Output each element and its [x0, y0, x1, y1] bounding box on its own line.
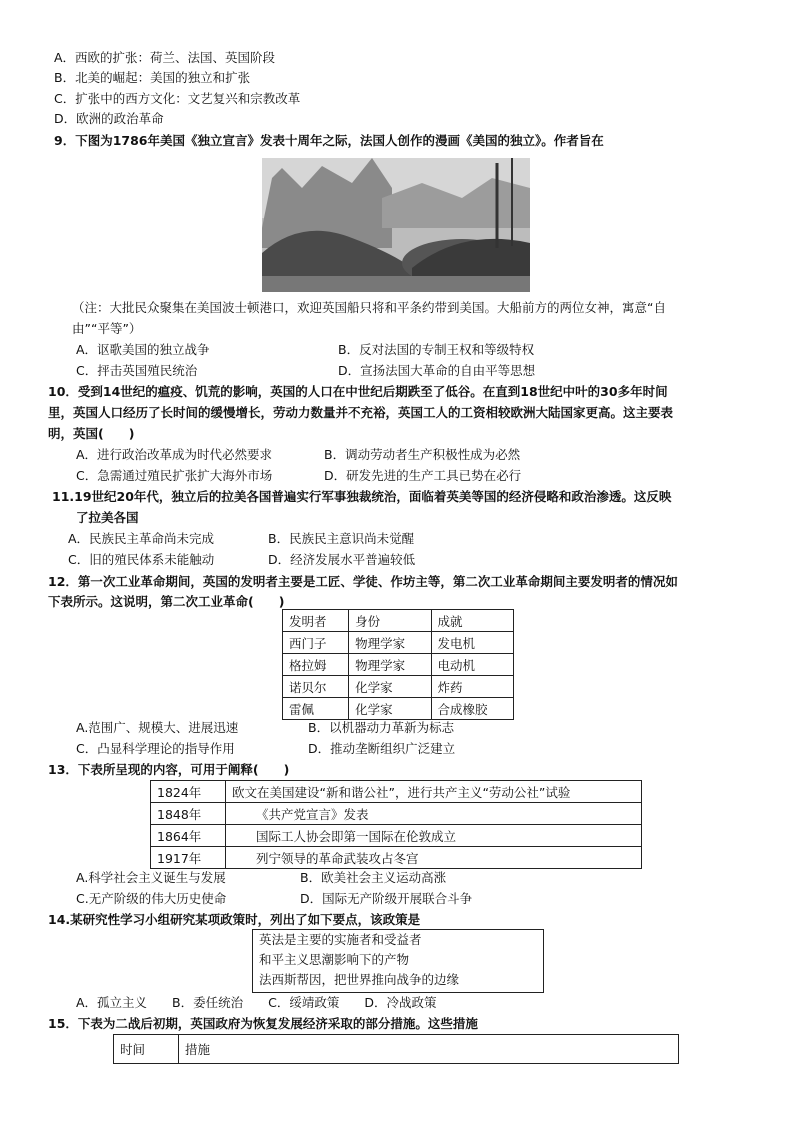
q13-option-b: B．欧美社会主义运动高涨 [300, 870, 447, 885]
q9-stem: 9．下图为1786年美国《独立宣言》发表十周年之际，法国人创作的漫画《美国的独立》。作者旨在 [54, 133, 604, 148]
q13-option-d: D．国际无产阶级开展联合斗争 [300, 891, 473, 906]
table-cell: 雷佩 [283, 698, 349, 720]
table-cell: 炸药 [431, 676, 513, 698]
q11-option-a: A．民族民主革命尚未完成 [68, 531, 215, 546]
q15-stem: 15．下表为二战后初期，英国政府为恢复发展经济采取的部分措施。这些措施 [48, 1016, 478, 1031]
table-cell: 1864年 [151, 825, 226, 847]
q8-option-a: A．西欧的扩张：荷兰、法国、英国阶段 [54, 50, 276, 65]
q14-point: 英法是主要的实施者和受益者 [259, 932, 422, 947]
q14-options: A．孤立主义 B．委任统治 C．绥靖政策 D．冷战政策 [76, 995, 437, 1010]
q9-option-a: A．讴歌美国的独立战争 [76, 342, 210, 357]
table-cell: 诺贝尔 [283, 676, 349, 698]
q11-option-d: D．经济发展水平普遍较低 [268, 552, 416, 567]
table-cell: 列宁领导的革命武装攻占冬宫 [226, 847, 642, 869]
table-cell: 发电机 [431, 632, 513, 654]
q11-line1: 11.19世纪20年代，独立后的拉美各国普遍实行军事独裁统治，面临着英美等国的经济侵略和政治渗透。这反映 [52, 489, 672, 504]
table-row [151, 847, 642, 869]
q12-line1: 12．第一次工业革命期间，英国的发明者主要是工匠、学徒、作坊主等，第二次工业革命期间主要发明者的情况如 [48, 574, 678, 589]
q12-line2: 下表所示。这说明，第二次工业革命( ) [48, 594, 285, 609]
q12-option-a: A.范围广、规模大、进展迅速 [76, 720, 239, 735]
table-header-time: 时间 [114, 1035, 179, 1064]
q13-option-c: C.无产阶级的伟大历史使命 [76, 891, 227, 906]
table-cell: 身份 [349, 610, 431, 632]
table-cell: 物理学家 [349, 632, 431, 654]
table-row [283, 676, 514, 698]
table-cell: 化学家 [349, 676, 431, 698]
inventor-table [282, 609, 514, 720]
q12-option-c: C．凸显科学理论的指导作用 [76, 741, 235, 756]
table-row [151, 803, 642, 825]
table-cell: 合成橡胶 [431, 698, 513, 720]
q10-line2: 里，英国人口经历了长时间的缓慢增长，劳动力数量并不充裕，英国工人的工资相较欧洲大陆国家更高。这主要表 [48, 405, 674, 420]
q9-note-line1: （注：大批民众聚集在美国波士顿港口，欢迎英国船只将和平条约带到美国。大船前方的两位女神，寓意“自 [72, 300, 666, 315]
table-row [283, 654, 514, 676]
table-row [114, 1035, 679, 1064]
table-cell: 发明者 [283, 610, 349, 632]
q9-note-line2: 由”“平等”） [72, 321, 142, 336]
q8-option-b: B．北美的崛起：美国的独立和扩张 [54, 70, 251, 85]
q11-line2: 了拉美各国 [76, 510, 139, 525]
table-cell: 物理学家 [349, 654, 431, 676]
table-cell: 格拉姆 [283, 654, 349, 676]
table-cell: 国际工人协会即第一国际在伦敦成立 [226, 825, 642, 847]
q11-option-c: C．旧的殖民体系未能触动 [68, 552, 215, 567]
q12-option-b: B．以机器动力革新为标志 [308, 720, 455, 735]
q14-points-box [252, 929, 544, 993]
q10-option-a: A．进行政治改革成为时代必然要求 [76, 447, 273, 462]
table-cell: 成就 [431, 610, 513, 632]
table-cell: 《共产党宣言》发表 [226, 803, 642, 825]
q13-stem: 13．下表所呈现的内容，可用于阐释( ) [48, 762, 290, 777]
table-row [283, 632, 514, 654]
q8-option-c: C．扩张中的西方文化：文艺复兴和宗教改革 [54, 91, 301, 106]
table-row [283, 610, 514, 632]
table-row [151, 781, 642, 803]
table-cell: 1848年 [151, 803, 226, 825]
q14-stem: 14.某研究性学习小组研究某项政策时，列出了如下要点，该政策是 [48, 912, 421, 927]
q8-option-d: D．欧洲的政治革命 [54, 111, 164, 126]
table-row [151, 825, 642, 847]
table-cell: 西门子 [283, 632, 349, 654]
table-cell: 1824年 [151, 781, 226, 803]
q9-option-d: D．宣扬法国大革命的自由平等思想 [338, 363, 536, 378]
q10-line1: 10．受到14世纪的瘟疫、饥荒的影响，英国的人口在中世纪后期跌至了低谷。在直到18世纪中叶的30多年时间 [48, 384, 668, 399]
events-table [150, 780, 642, 869]
q14-point: 和平主义思潮影响下的产物 [259, 952, 410, 967]
cartoon-image [262, 158, 530, 292]
q14-point: 法西斯帮因，把世界推向战争的边缘 [259, 972, 460, 987]
q12-option-d: D．推动垄断组织广泛建立 [308, 741, 456, 756]
q11-option-b: B．民族民主意识尚未觉醒 [268, 531, 415, 546]
table-cell: 1917年 [151, 847, 226, 869]
q13-option-a: A.科学社会主义诞生与发展 [76, 870, 226, 885]
q10-option-c: C．急需通过殖民扩张扩大海外市场 [76, 468, 273, 483]
q9-option-b: B．反对法国的专制王权和等级特权 [338, 342, 535, 357]
table-cell: 欧文在美国建设“新和谐公社”，进行共产主义“劳动公社”试验 [226, 781, 642, 803]
q9-option-c: C．抨击英国殖民统治 [76, 363, 198, 378]
q10-option-b: B．调动劳动者生产积极性成为必然 [324, 447, 521, 462]
table-cell: 化学家 [349, 698, 431, 720]
measures-table [113, 1034, 679, 1064]
table-header-measures: 措施 [179, 1035, 679, 1064]
table-row [283, 698, 514, 720]
table-cell: 电动机 [431, 654, 513, 676]
q10-option-d: D．研发先进的生产工具已势在必行 [324, 468, 522, 483]
q10-line3: 明，英国( ) [48, 426, 135, 441]
